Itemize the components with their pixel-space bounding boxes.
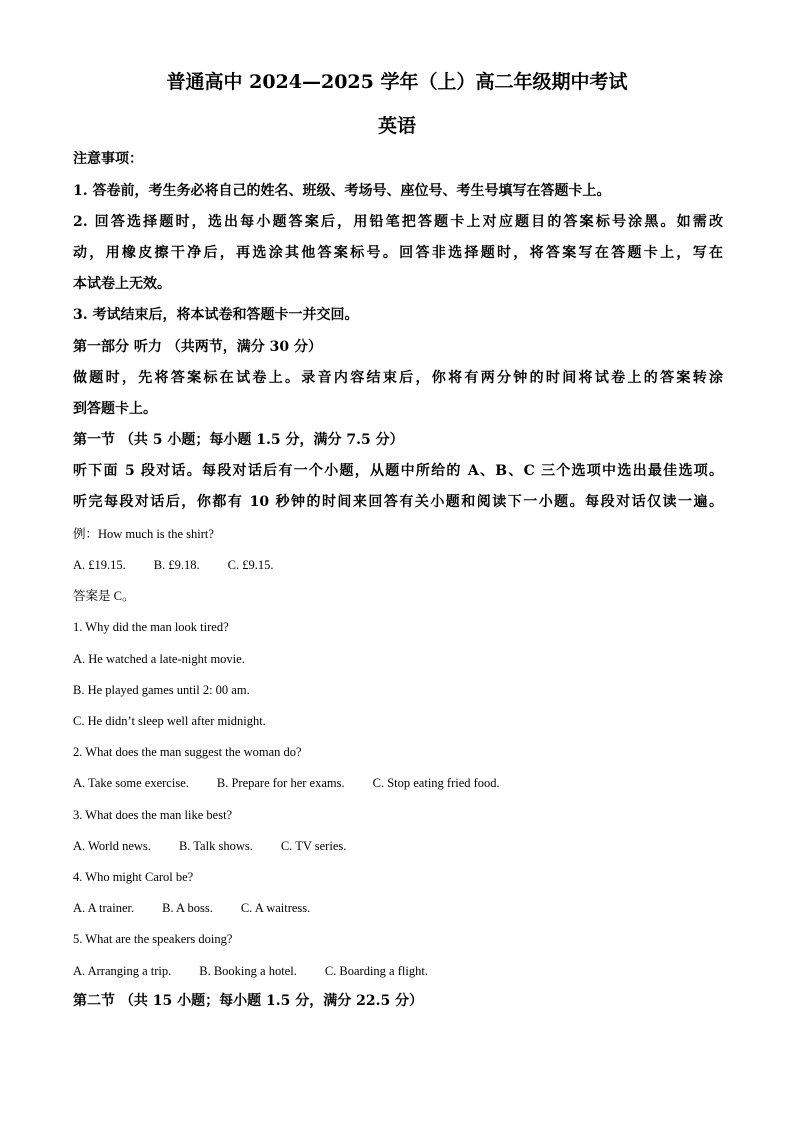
example-question: 例：How much is the shirt?	[73, 527, 214, 541]
question-stem: 1. Why did the man look tired?	[73, 620, 229, 634]
question-option: C. TV series.	[280, 839, 347, 853]
question-option: A. He watched a late-night movie.	[73, 652, 245, 666]
subject-title: 英语	[377, 115, 416, 137]
question-option: B. Prepare for her exams.	[216, 776, 345, 790]
question-stem: 5. What are the speakers doing?	[73, 932, 233, 946]
question-stem: 3. What does the man like best?	[73, 808, 233, 822]
example-options	[73, 556, 723, 574]
question-stem: 4. Who might Carol be?	[73, 870, 194, 884]
question-options-row	[73, 774, 723, 792]
question-option: C. Boarding a flight.	[324, 964, 428, 978]
example-option-b: B. £9.18.	[153, 558, 200, 572]
question-option: B. He played games until 2: 00 am.	[73, 683, 250, 697]
question-option: C. Stop eating fried food.	[372, 776, 500, 790]
section2-heading: 第二节 （共 15 小题；每小题 1.5 分，满分 22.5 分）	[73, 993, 424, 1009]
question-options-row	[73, 899, 723, 917]
question-stem: 2. What does the man suggest the woman do?	[73, 745, 302, 759]
section1-instruction-line-2: 听完每段对话后，你都有 10 秒钟的时间来回答有关小题和阅读下一小题。每段对话仅读一遍。	[73, 494, 723, 510]
example-answer: 答案是 C。	[73, 589, 135, 603]
notes-item-2-line-3: 本试卷上无效。	[73, 276, 171, 292]
notes-item-2-line-2: 动，用橡皮擦干净后，再选涂其他答案标号。回答非选择题时，将答案写在答题卡上，写在	[73, 245, 723, 261]
example-option-c: C. £9.15.	[227, 558, 274, 572]
part1-instruction-line-2: 到答题卡上。	[73, 401, 157, 417]
question-option: B. Booking a hotel.	[199, 964, 297, 978]
question-options-row	[73, 837, 723, 855]
section1-heading: 第一节 （共 5 小题；每小题 1.5 分，满分 7.5 分）	[73, 432, 404, 448]
part1-heading: 第一部分 听力 （共两节，满分 30 分）	[73, 339, 322, 355]
notes-item-2-line-1: 2. 回答选择题时，选出每小题答案后，用铅笔把答题卡上对应题目的答案标号涂黑。如需改	[73, 214, 723, 230]
notes-item-1: 1. 答卷前，考生务必将自己的姓名、班级、考场号、座位号、考生号填写在答题卡上。	[73, 183, 611, 199]
question-option: C. He didn’t sleep well after midnight.	[73, 714, 266, 728]
exam-title: 普通高中 2024—2025 学年（上）高二年级期中考试	[166, 71, 628, 93]
example-option-a: A. £19.15.	[73, 558, 126, 572]
question-option: A. World news.	[73, 839, 151, 853]
question-option: B. A boss.	[162, 901, 213, 915]
notes-heading: 注意事项：	[73, 151, 143, 167]
notes-item-3: 3. 考试结束后，将本试卷和答题卡一并交回。	[73, 307, 359, 323]
question-option: A. Take some exercise.	[73, 776, 189, 790]
part1-instruction-line-1: 做题时，先将答案标在试卷上。录音内容结束后，你将有两分钟的时间将试卷上的答案转涂	[73, 370, 723, 386]
question-option: C. A waitress.	[240, 901, 311, 915]
question-options-row	[73, 962, 723, 980]
question-option: B. Talk shows.	[178, 839, 253, 853]
question-option: A. A trainer.	[73, 901, 135, 915]
question-option: A. Arranging a trip.	[73, 964, 172, 978]
section1-instruction-line-1: 听下面 5 段对话。每段对话后有一个小题，从题中所给的 A、B、C 三个选项中选出最佳选项。	[73, 463, 723, 479]
